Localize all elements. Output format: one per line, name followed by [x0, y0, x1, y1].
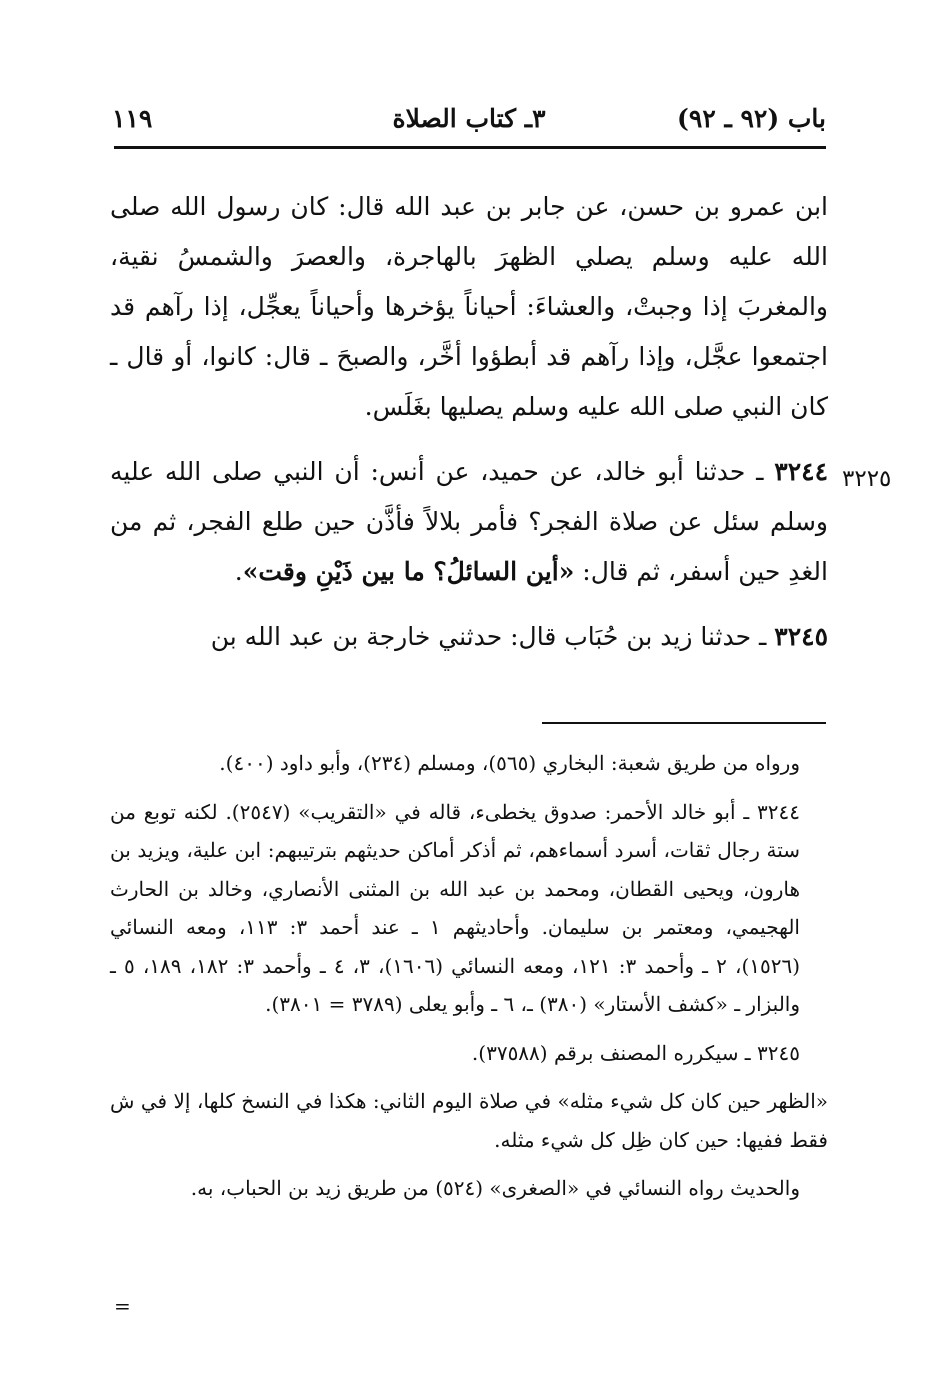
chapter-range: باب (٩٢ ـ ٩٢) — [677, 104, 826, 133]
continuation-mark: = — [114, 1294, 131, 1318]
page-header — [112, 98, 826, 144]
hadith-3244 — [110, 447, 828, 597]
book-title: ٣ـ كتاب الصلاة — [392, 104, 546, 133]
footnote-nasai: والحديث رواه النسائي في «الصغرى» (٥٢٤) من طريق زيد بن الحباب، به. — [190, 1176, 800, 1200]
page-number: ١١٩ — [112, 104, 153, 133]
hadith-end: . — [234, 557, 243, 586]
hadith-text: ـ حدثنا زيد بن حُبَاب قال: حدثني خارجة بن عبد الله بن — [210, 622, 775, 651]
footnote-3244: ٣٢٤٤ ـ أبو خالد الأحمر: صدوق يخطىء، قاله في «التقريب» (٢٥٤٧). لكنه توبع من ستة رجال ثقات، أسرد أسماءهم، ثم أذكر أماكن حديثهم بترتيبهم: ابن علية، ويزيد بن هارون، ويحيى القطان، ومحمد بن عبد الله بن المثنى الأنصاري، وخالد بن الحارث الهجيمي، ومعتمر بن سليمان. وأحاديثهم ١ ـ عند أحمد ٣: ١١٣، ومعه النسائي (١٥٢٦)، ٢ ـ وأحمد ٣: ١٢١، ومعه النسائي (١٦٠٦)، ٣، ٤ ـ وأحمد ٣: ١٨٢، ١٨٩، ٥ ـ والبزار ـ «كشف الأستار» (٣٨٠) ـ، ٦ ـ وأبو يعلى (٣٧٨٩ = ٣٨٠١). — [110, 799, 801, 1016]
header-rule — [114, 146, 826, 149]
main-text — [110, 182, 828, 662]
hadith-number: ٣٢٤٥ — [774, 622, 828, 651]
footnote-3245: ٣٢٤٥ ـ سيكرره المصنف برقم (٣٧٥٨٨). — [471, 1040, 800, 1065]
footnote-continuation: ورواه من طريق شعبة: البخاري (٥٦٥)، ومسلم (٢٣٤)، وأبو داود (٤٠٠). — [219, 751, 800, 775]
hadith-text: ـ حدثنا أبو خالد، عن حميد، عن أنس: أن النبي صلى الله عليه وسلم سئل عن صلاة الفجر؟ فأمر بلالاً فأذَّن حين طلع الفجر، ثم من الغدِ حين أسفر، ثم قال: — [110, 457, 828, 586]
margin-number: ٣٢٢٥ — [842, 466, 892, 492]
footnote-separator — [542, 722, 826, 724]
hadith-number: ٣٢٤٤ — [774, 457, 828, 486]
footnote-zuhr: «الظهر حين كان كل شيء مثله» في صلاة اليوم الثاني: هكذا في النسخ كلها، إلا في ش فقط ففيها: حين كان ظِل كل شيء مثله. — [110, 1089, 828, 1152]
hadith-quote: «أين السائلُ؟ ما بين ذَيْنِ وقت» — [242, 557, 575, 586]
footnotes — [110, 744, 828, 1208]
paragraph-continuation: ابن عمرو بن حسن، عن جابر بن عبد الله قال: كان رسول الله صلى الله عليه وسلم يصلي الظهرَ بالهاجرة، والعصرَ والشمسُ نقية، والمغربَ إذا وجبتْ، والعشاءَ: أحياناً يؤخرها وأحياناً يعجِّل، إذا رآهم قد اجتمعوا عجَّل، وإذا رآهم قد أبطؤوا أخَّر، والصبحَ ـ قال: كانوا، أو قال ـ كان النبي صلى الله عليه وسلم يصليها بغَلَس. — [110, 192, 828, 421]
hadith-3245 — [110, 612, 828, 662]
